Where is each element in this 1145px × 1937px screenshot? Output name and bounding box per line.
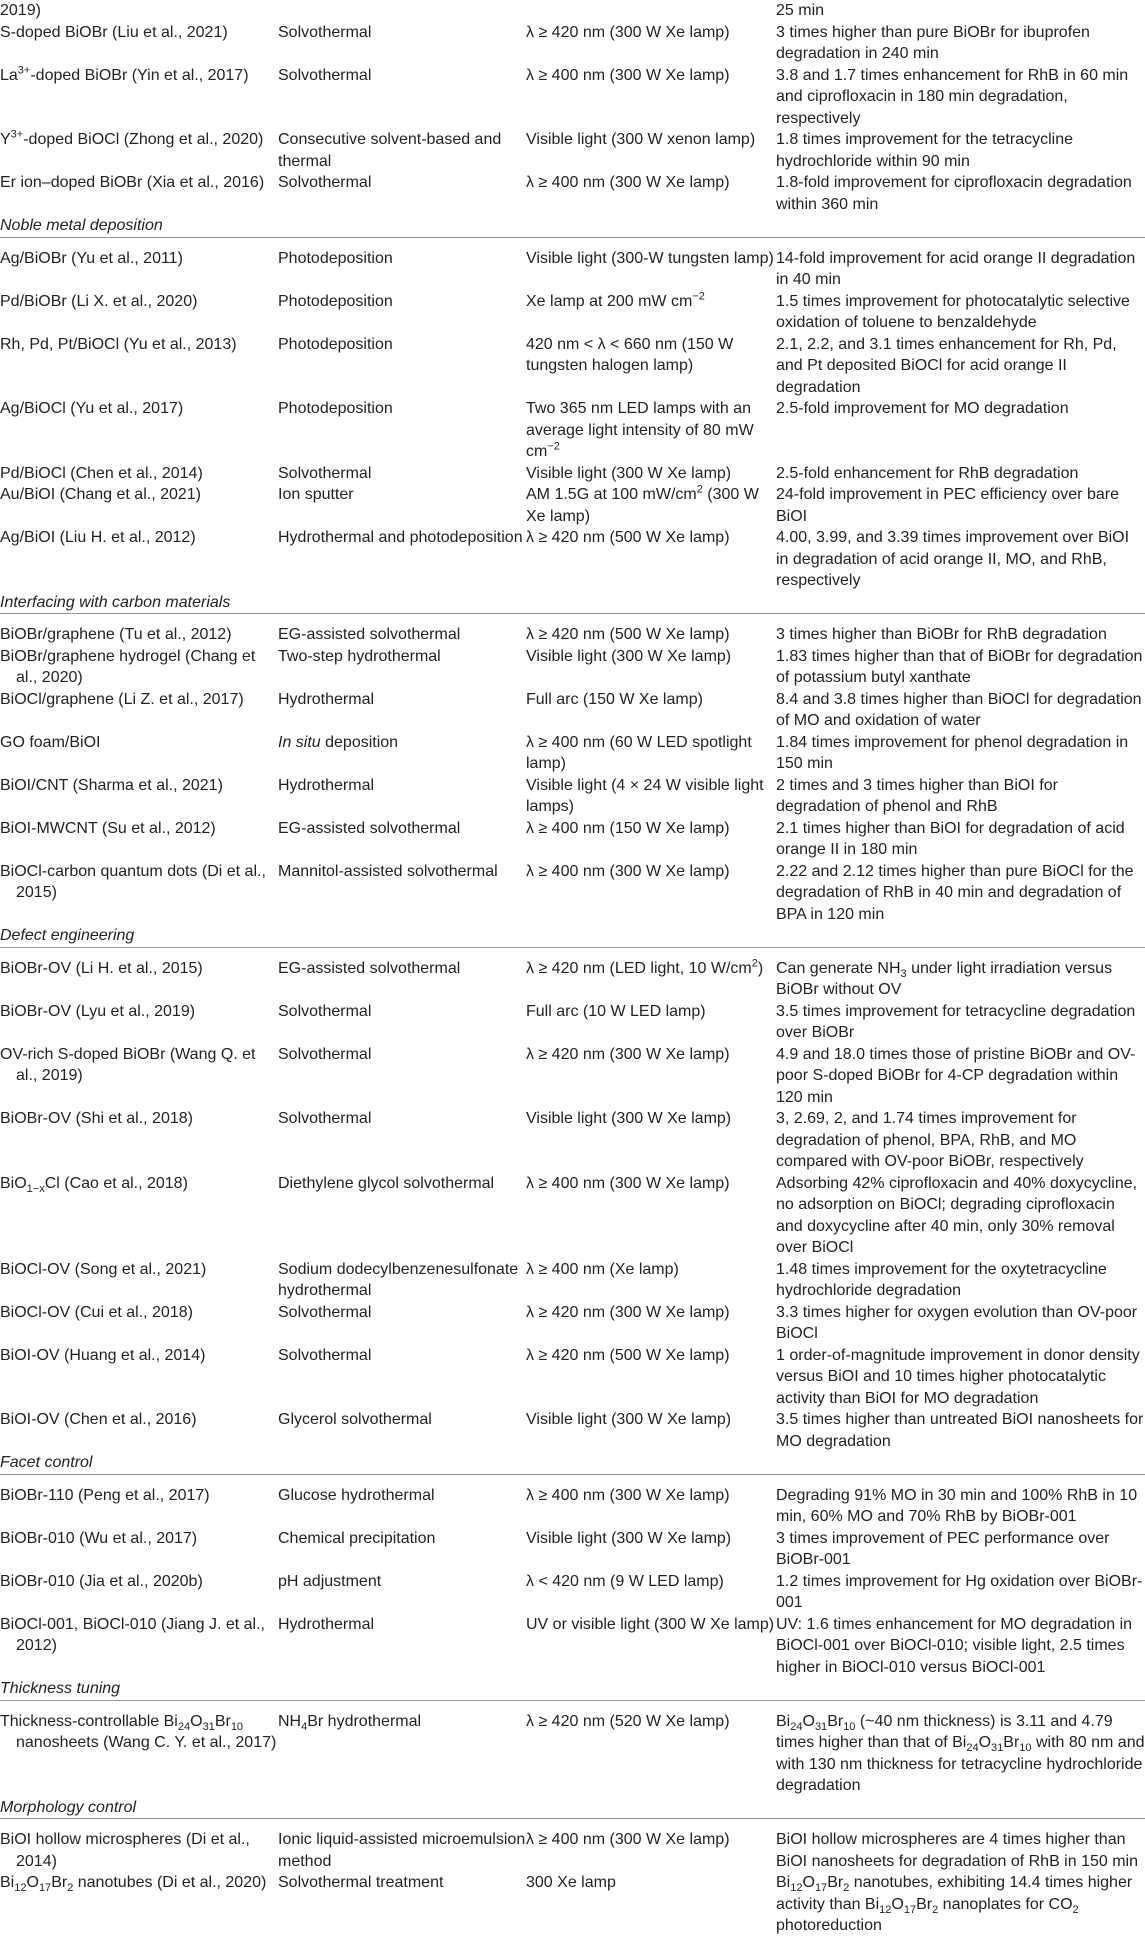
performance-cell: 8.4 and 3.8 times higher than BiOCl for degradation of MO and oxidation of water [776,690,1142,729]
light-source-cell: Visible light (300 W Xe lamp) [526,1110,732,1127]
table-row [0,818,1145,861]
table-row [0,1409,1145,1452]
light-source-cell: λ ≥ 420 nm (520 W Xe lamp) [526,1712,730,1730]
performance-cell: 3.5 times improvement for tetracycline degradation over BiOBr [776,1002,1136,1041]
performance-cell: 3.5 times higher than untreated BiOI nanosheets for MO degradation [776,1411,1144,1450]
light-source-cell: λ ≥ 400 nm (300 W Xe lamp) [526,862,730,880]
material-cell: S-doped BiOBr (Liu et al., 2021) [0,23,228,41]
material-cell: BiOBr-OV (Shi et al., 2018) [0,1110,193,1127]
method-cell: Photodeposition [278,335,393,353]
material-cell: BiOBr-OV (Lyu et al., 2019) [0,1002,196,1020]
light-source-cell: Two 365 nm LED lamps with an average light intensity of 80 mW $cm^{-2}$ [526,400,754,460]
table-row [0,1528,1145,1571]
material-cell: BiOI/CNT (Sharma et al., 2021) [0,776,223,794]
table-row [0,1001,1145,1044]
method-cell: Glucose hydrothermal [278,1486,435,1504]
table-row [0,958,1145,1001]
light-source-cell: λ ≥ 400 nm (300 W Xe lamp) [526,1486,730,1504]
table-row [0,624,1145,646]
method-cell: Solvothermal treatment [278,1874,444,1891]
light-source-cell: AM 1.5G at 100 $mW/cm^2$ (300 W Xe lamp) [526,483,759,525]
table-row [0,775,1145,818]
performance-cell: 2 times and 3 times higher than BiOI for degradation of phenol and RhB [776,776,1058,815]
table-row [0,1108,1145,1173]
material-cell: Ag/BiOI (Liu H. et al., 2012) [0,529,196,546]
light-source-cell: Visible light (300 W Xe lamp) [526,1411,732,1428]
performance-cell: 1.83 times higher than that of BiOBr for degradation of potassium butyl xanthate [776,647,1143,686]
light-source-cell: λ ≥ 400 nm (300 W Xe lamp) [526,1174,730,1192]
light-source-cell: λ ≥ 400 nm (300 W Xe lamp) [526,174,730,191]
method-cell: Hydrothermal [278,690,375,708]
light-source-cell: UV or visible light (300 W Xe lamp) [526,1615,775,1633]
performance-cell: $Bi_{12}O_{17}Br_2$ nanotubes, exhibiting 14.4 times higher activity than $Bi_{12}O_{17}Br_2$ nanoplates for $CO_2$ photoreduction [776,1874,1133,1934]
material-cell: BiOI hollow microspheres (Di et al., 2014) [0,1831,250,1870]
performance-cell: 4.9 and 18.0 times those of pristine BiOBr and OV-poor S-doped BiOBr for 4-CP degradation within 120 min [776,1045,1136,1106]
method-cell: Solvothermal [278,66,372,84]
section-heading: Thickness tuning [0,1678,1145,1701]
material-cell: Er ion–doped BiOBr (Xia et al., 2016) [0,174,265,191]
material-cell: BiOBr-010 (Jia et al., 2020b) [0,1572,203,1590]
material-cell: Pd/BiOBr (Li X. et al., 2020) [0,292,198,310]
method-cell: EG-assisted solvothermal [278,819,461,837]
table-row [0,1829,1145,1872]
table-row [0,1614,1145,1679]
performance-cell: Adsorbing 42% ciprofloxacin and 40% doxycycline, no adsorption on BiOCl; degrading ciprofloxacin and doxycycline after 40 min, only 30% removal over BiOCl [776,1174,1138,1256]
section-heading: Defect engineering [0,925,1145,948]
table-row [0,1345,1145,1410]
section-heading: Noble metal deposition [0,215,1145,238]
section-heading: Morphology control [0,1797,1145,1820]
performance-cell: 2.1, 2.2, and 3.1 times enhancement for Rh, Pd, and Pt deposited BiOCl for acid orange II degradation [776,335,1117,396]
light-source-cell: λ ≥ 400 nm (300 W Xe lamp) [526,66,730,84]
material-cell: Ag/BiOCl (Yu et al., 2017) [0,400,184,417]
material-cell: BiOBr/graphene (Tu et al., 2012) [0,626,232,643]
table-row [0,291,1145,334]
table-row [0,861,1145,926]
method-cell: EG-assisted solvothermal [278,626,461,643]
method-cell: Two-step hydrothermal [278,647,441,665]
light-source-cell: λ ≥ 420 nm (500 W Xe lamp) [526,1346,730,1364]
light-source-cell: Visible light (300 W Xe lamp) [526,464,732,482]
material-cell: BiOCl-001, BiOCl-010 (Jiang J. et al., 2012) [0,1615,265,1654]
light-source-cell: λ ≥ 420 nm (300 W Xe lamp) [526,23,730,41]
table-row [0,22,1145,65]
light-source-cell: Full arc (10 W LED lamp) [526,1002,706,1020]
performance-cell: BiOI hollow microspheres are 4 times higher than BiOI nanosheets for degradation of RhB in 150 min [776,1831,1138,1870]
performance-cell: 2.1 times higher than BiOI for degradation of acid orange II in 180 min [776,819,1125,858]
table-body [0,22,1145,1937]
method-cell: Solvothermal [278,464,372,482]
light-source-cell: Visible light (300-W tungsten lamp) [526,249,774,267]
performance-cell: 2.5-fold improvement for MO degradation [776,400,1069,417]
material-cell: BiO$_{1-x}$Cl (Cao et al., 2018) [0,1174,188,1195]
light-source-cell: λ ≥ 420 nm (300 W Xe lamp) [526,1045,730,1063]
method-cell: pH adjustment [278,1572,382,1590]
material-cell: BiOBr-OV (Li H. et al., 2015) [0,959,203,977]
method-cell: Solvothermal [278,23,372,41]
performance-cell: 2.22 and 2.12 times higher than pure BiOCl for the degradation of RhB in 40 min and degradation of BPA in 120 min [776,862,1134,923]
performance-cell: 4.00, 3.99, and 3.39 times improvement over BiOI in degradation of acid orange II, MO, and RhB, respectively [776,529,1130,589]
performance-cell: Degrading 91% MO in 30 min and 100% RhB in 10 min, 60% MO and 70% RhB by BiOBr-001 [776,1486,1138,1525]
performance-cell: 1 order-of-magnitude improvement in donor density versus BiOI and 10 times higher photocatalytic activity than BiOI for MO degradation [776,1346,1140,1407]
table-row [0,527,1145,592]
material-cell: Rh, Pd, Pt/BiOCl (Yu et al., 2013) [0,335,237,353]
performance-cell: 14-fold improvement for acid orange II degradation in 40 min [776,249,1136,288]
performance-cell: 3, 2.69, 2, and 1.74 times improvement for degradation of phenol, BPA, RhB, and MO compared with OV-poor BiOBr, respectively [776,1110,1084,1170]
material-cell: GO foam/BiOI [0,733,101,751]
performance-cell: $Bi_{24}O_{31}Br_{10}$ (~40 nm thickness) is 3.11 and 4.79 times higher than that of $Bi_{24}O_{31}Br_{10}$ with 80 nm and with 130 nm thickness for tetracycline hydrochloride degradation [776,1712,1145,1794]
light-source-cell: Visible light (4 × 24 W visible light lamps) [526,776,764,815]
section-heading: Facet control [0,1452,1145,1475]
material-cell: BiOI-MWCNT (Su et al., 2012) [0,819,216,837]
material-cell: $Bi_{12}O_{17}Br_2$ nanotubes (Di et al., 2020) [0,1874,267,1895]
material-cell: Ag/BiOBr (Yu et al., 2011) [0,249,183,267]
material-cell: BiOCl/graphene (Li Z. et al., 2017) [0,690,244,708]
table-row-continued [0,0,1145,22]
table-row [0,1302,1145,1345]
table-row [0,398,1145,463]
continued-result: 25 min [776,2,825,19]
light-source-cell: Xe lamp at 200 mW $cm^{-2}$ [526,290,705,310]
material-cell: BiOBr-010 (Wu et al., 2017) [0,1529,198,1547]
light-source-cell: λ ≥ 420 nm (500 W Xe lamp) [526,626,730,643]
material-cell: BiOBr-110 (Peng et al., 2017) [0,1486,210,1504]
table-row [0,1044,1145,1109]
table-row [0,65,1145,130]
material-cell: BiOCl-OV (Cui et al., 2018) [0,1303,193,1321]
performance-cell: 1.2 times improvement for Hg oxidation over BiOBr-001 [776,1572,1143,1611]
table-row [0,172,1145,215]
method-cell: Consecutive solvent-based and thermal [278,131,502,170]
light-source-cell: λ ≥ 400 nm (300 W Xe lamp) [526,1831,730,1848]
material-cell: OV-rich S-doped BiOBr (Wang Q. et al., 2019) [0,1045,256,1084]
table-row [0,484,1145,527]
table-row [0,129,1145,172]
performance-cell: 1.48 times improvement for the oxytetracycline hydrochloride degradation [776,1260,1107,1299]
material-cell: BiOBr/graphene hydrogel (Chang et al., 2020) [0,647,256,686]
method-cell: Chemical precipitation [278,1529,436,1547]
material-cell: BiOCl-carbon quantum dots (Di et al., 2015) [0,862,266,901]
method-cell: In situ deposition [278,733,399,751]
light-source-cell: 420 nm < λ < 660 nm (150 W tungsten halogen lamp) [526,335,734,374]
material-cell: $Y^{3+}$-doped BiOCl (Zhong et al., 2020) [0,128,264,148]
continued-cell: 2019) [0,2,41,19]
material-cell: BiOI-OV (Huang et al., 2014) [0,1346,206,1364]
performance-cell: 3 times improvement of PEC performance over BiOBr-001 [776,1529,1110,1568]
performance-cell: 1.8 times improvement for the tetracycline hydrochloride within 90 min [776,131,1074,170]
method-cell: Solvothermal [278,1110,372,1127]
performance-cell: 3.8 and 1.7 times enhancement for RhB in 60 min and ciprofloxacin in 180 min degradation, respectively [776,66,1129,127]
light-source-cell: Visible light (300 W xenon lamp) [526,131,756,148]
method-cell: Sodium dodecylbenzenesulfonate hydrothermal [278,1260,519,1299]
method-cell: Hydrothermal and photodeposition [278,529,523,546]
method-cell: EG-assisted solvothermal [278,959,461,977]
performance-cell: 3 times higher than BiOBr for RhB degradation [776,626,1107,643]
light-source-cell: λ ≥ 420 nm (500 W Xe lamp) [526,529,730,546]
performance-cell: 1.5 times improvement for photocatalytic selective oxidation of toluene to benzaldehyde [776,292,1130,331]
method-cell: Photodeposition [278,292,393,310]
performance-cell: 3 times higher than pure BiOBr for ibuprofen degradation in 240 min [776,23,1090,62]
performance-cell: UV: 1.6 times enhancement for MO degradation in BiOCl-001 over BiOCl-010; visible light, 2.5 times higher in BiOCl-010 versus BiOCl-001 [776,1615,1133,1676]
method-cell: Solvothermal [278,1002,372,1020]
table-row [0,1173,1145,1259]
method-cell: Solvothermal [278,1346,372,1364]
light-source-cell: λ < 420 nm (9 W LED lamp) [526,1572,724,1590]
table-row [0,732,1145,775]
method-cell: Solvothermal [278,1303,372,1321]
material-cell: Pd/BiOCl (Chen et al., 2014) [0,464,203,482]
material-cell: BiOCl-OV (Song et al., 2021) [0,1260,207,1278]
light-source-cell: λ ≥ 400 nm (Xe lamp) [526,1260,679,1278]
material-cell: $La^{3+}$-doped BiOBr (Yin et al., 2017) [0,64,249,84]
table-row [0,463,1145,485]
light-source-cell: λ ≥ 400 nm (150 W Xe lamp) [526,819,730,837]
method-cell: Photodeposition [278,400,393,417]
table-row [0,1571,1145,1614]
method-cell: Diethylene glycol solvothermal [278,1174,495,1192]
method-cell: Glycerol solvothermal [278,1411,432,1428]
performance-cell: 1.84 times improvement for phenol degradation in 150 min [776,733,1129,772]
material-cell: BiOI-OV (Chen et al., 2016) [0,1411,197,1428]
light-source-cell: λ ≥ 400 nm (60 W LED spotlight lamp) [526,733,752,772]
table-row [0,1711,1145,1797]
method-cell: Ionic liquid-assisted microemulsion method [278,1831,526,1870]
method-cell: Mannitol-assisted solvothermal [278,862,498,880]
section-heading: Interfacing with carbon materials [0,592,1145,615]
performance-cell: 24-fold improvement in PEC efficiency over bare BiOI [776,486,1119,525]
method-cell: Hydrothermal [278,1615,375,1633]
table-row [0,646,1145,689]
method-cell: Photodeposition [278,249,393,267]
material-cell: Au/BiOI (Chang et al., 2021) [0,486,201,503]
light-source-cell: 300 Xe lamp [526,1874,616,1891]
table-row [0,334,1145,399]
light-source-cell: Visible light (300 W Xe lamp) [526,1529,732,1547]
light-source-cell: Visible light (300 W Xe lamp) [526,647,732,665]
performance-cell: 2.5-fold enhancement for RhB degradation [776,464,1079,482]
performance-cell: Can generate $NH_3$ under light irradiation versus BiOBr without OV [776,959,1113,998]
method-cell: Solvothermal [278,174,372,191]
method-cell: $NH_4Br$ hydrothermal [278,1712,422,1733]
table-row [0,1259,1145,1302]
method-cell: Solvothermal [278,1045,372,1063]
light-source-cell: Full arc (150 W Xe lamp) [526,690,703,708]
method-cell: Hydrothermal [278,776,375,794]
table-row [0,1485,1145,1528]
material-cell: Thickness-controllable $Bi_{24}O_{31}Br_{10}$ nanosheets (Wang C. Y. et al., 2017) [0,1712,277,1751]
light-source-cell: λ ≥ 420 nm (300 W Xe lamp) [526,1303,730,1321]
performance-cell: 1.8-fold improvement for ciprofloxacin degradation within 360 min [776,174,1132,213]
performance-cell: 3.3 times higher for oxygen evolution than OV-poor BiOCl [776,1303,1138,1342]
method-cell: Ion sputter [278,486,354,503]
table-row [0,248,1145,291]
table-row [0,689,1145,732]
light-source-cell: λ ≥ 420 nm (LED light, 10 $W/cm^2$) [526,957,764,977]
